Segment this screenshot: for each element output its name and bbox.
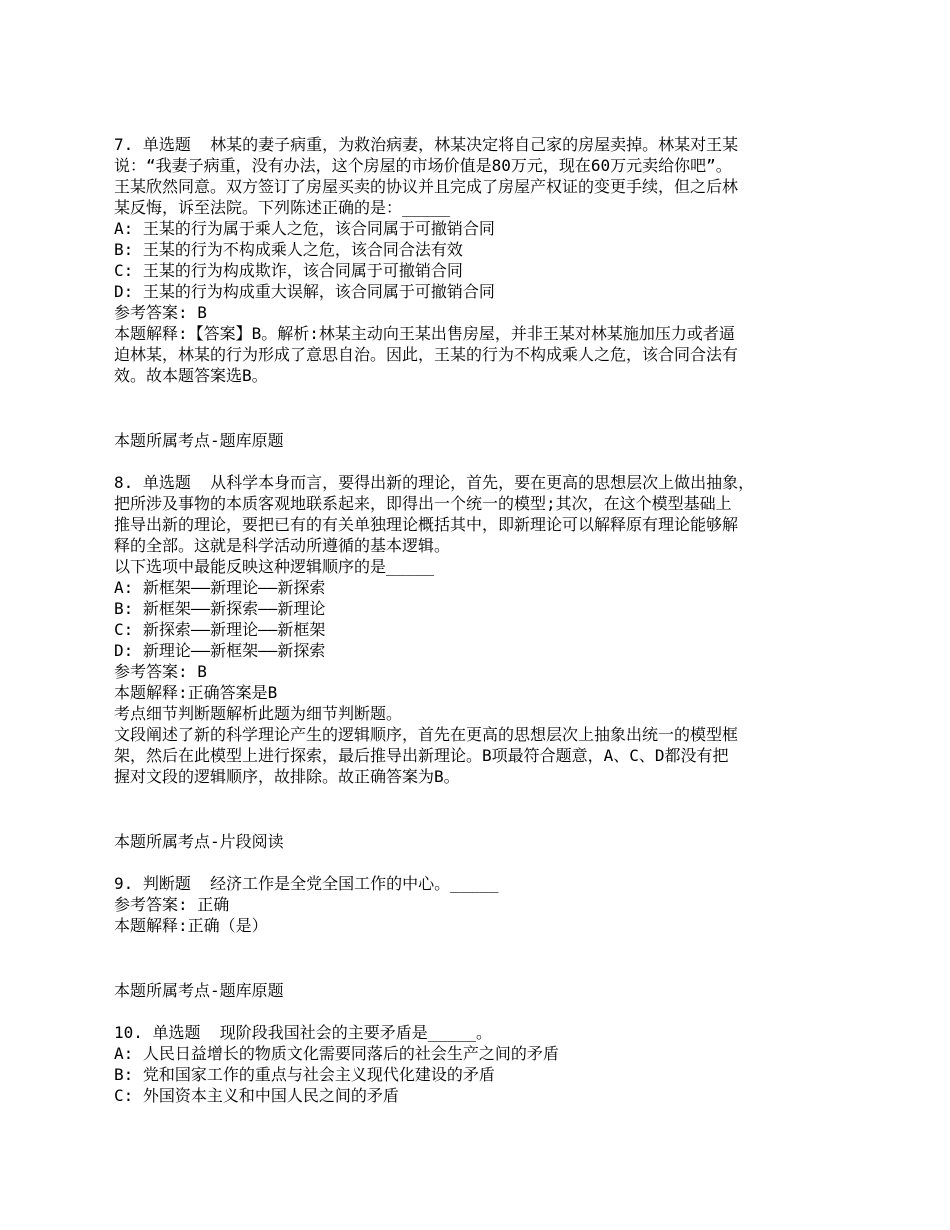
question-stem-line: 8. 单选题 从科学本身而言，要得出新的理论，首先，要在更高的思想层次上做出抽象，	[114, 473, 755, 492]
question-stem-line: 10. 单选题 现阶段我国社会的主要矛盾是_____。	[114, 1023, 492, 1042]
explanation-line: 架，然后在此模型上进行探索，最后推导出新理论。B项最符合题意，A、C、D都没有把	[114, 746, 729, 765]
option-d: D: 新理论——新框架——新探索	[114, 641, 326, 660]
question-7	[114, 134, 854, 386]
question-stem-line: 王某欣然同意。双方签订了房屋买卖的协议并且完成了房屋产权证的变更手续，但之后林	[114, 177, 739, 196]
explanation-line: 效。故本题答案选B。	[114, 366, 268, 385]
explanation-line: 迫林某，林某的行为形成了意思自治。因此，王某的行为不构成乘人之危，该合同合法有	[114, 345, 739, 364]
reference-answer: 参考答案: B	[114, 303, 207, 322]
document-page	[114, 134, 854, 1106]
explanation-line: 本题解释:正确（是）	[114, 916, 268, 935]
explanation-line: 本题解释:正确答案是B	[114, 683, 278, 702]
question-stem-line: 推导出新的理论，要把已有的有关单独理论概括其中，即新理论可以解释原有理论能够解	[114, 515, 739, 534]
question-stem-line: 说：“我妻子病重，没有办法，这个房屋的市场价值是80万元，现在60万元卖给你吧”。	[114, 156, 732, 175]
option-b: B: 党和国家工作的重点与社会主义现代化建设的矛盾	[114, 1065, 495, 1084]
option-d: D: 王某的行为构成重大误解，该合同属于可撤销合同	[114, 282, 495, 301]
option-a: A: 人民日益增长的物质文化需要同落后的社会生产之间的矛盾	[114, 1044, 559, 1063]
question-stem-line: 释的全部。这就是科学活动所遵循的基本逻辑。	[114, 536, 451, 555]
question-stem-line: 把所涉及事物的本质客观地联系起来，即得出一个统一的模型;其次，在这个模型基础上	[114, 494, 732, 513]
explanation-line: 本题解释:【答案】B。解析:林某主动向王某出售房屋，并非王某对林某施加压力或者逼	[114, 324, 735, 343]
topic-label: 本题所属考点-题库原题	[114, 981, 284, 1000]
topic-label: 本题所属考点-题库原题	[114, 431, 284, 450]
option-b: B: 新框架——新探索——新理论	[114, 599, 326, 618]
question-9	[114, 873, 854, 936]
option-c: C: 王某的行为构成欺诈，该合同属于可撤销合同	[114, 261, 463, 280]
option-c: C: 外国资本主义和中国人民之间的矛盾	[114, 1086, 399, 1105]
question-stem-line: 9. 判断题 经济工作是全党全国工作的中心。_____	[114, 874, 499, 893]
reference-answer: 参考答案: 正确	[114, 895, 230, 914]
reference-answer: 参考答案: B	[114, 662, 207, 681]
option-b: B: 王某的行为不构成乘人之危，该合同合法有效	[114, 240, 463, 259]
option-c: C: 新探索——新理论——新框架	[114, 620, 326, 639]
explanation-line: 考点细节判断题解析此题为细节判断题。	[114, 704, 403, 723]
option-a: A: 新框架——新理论——新探索	[114, 578, 326, 597]
question-stem-line: 某反悔，诉至法院。下列陈述正确的是：_____	[114, 198, 451, 217]
explanation-line: 文段阐述了新的科学理论产生的逻辑顺序，首先在更高的思想层次上抽象出统一的模型框	[114, 725, 739, 744]
question-stem-line: 7. 单选题 林某的妻子病重，为救治病妻，林某决定将自己家的房屋卖掉。林某对王某	[114, 135, 739, 154]
option-a: A: 王某的行为属于乘人之危，该合同属于可撤销合同	[114, 219, 495, 238]
question-8	[114, 472, 854, 787]
question-10	[114, 1022, 854, 1106]
topic-label: 本题所属考点-片段阅读	[114, 832, 284, 851]
explanation-line: 握对文段的逻辑顺序，故排除。故正确答案为B。	[114, 767, 460, 786]
question-stem-line: 以下选项中最能反映这种逻辑顺序的是_____	[114, 557, 435, 576]
